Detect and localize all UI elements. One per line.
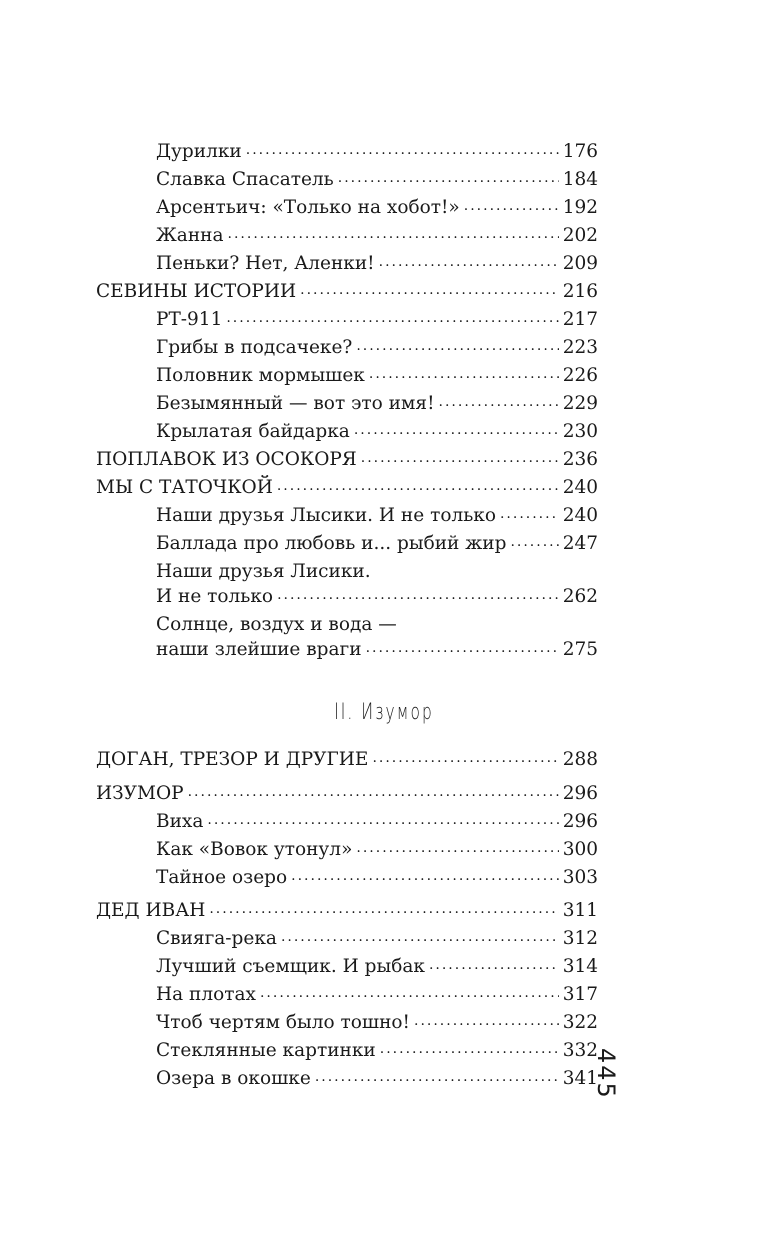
toc-entry-page: 240 [562, 477, 598, 498]
page-number: 445 [592, 1048, 620, 1100]
toc-entry-page: 209 [562, 253, 598, 274]
toc-entry [156, 390, 598, 418]
toc-entry-page: 230 [562, 421, 598, 442]
toc-entry-title: Тайное озеро [156, 867, 288, 888]
toc-entry [156, 306, 598, 334]
toc-entry [156, 418, 598, 446]
dot-leader [338, 167, 559, 186]
toc-entry-title: Грибы в подсачеке? [156, 337, 353, 358]
toc-chapter-title: СЕВИНЫ ИСТОРИИ [96, 281, 297, 302]
toc-entry-page: 184 [562, 169, 598, 190]
toc-chapter [96, 446, 598, 474]
dot-leader [379, 251, 559, 270]
toc-entry-title: Свияга-река [156, 928, 277, 949]
dot-leader [354, 419, 559, 438]
toc-entry-page: 176 [562, 141, 598, 162]
toc-entry-title: Крылатая байдарка [156, 421, 350, 442]
toc-chapter [96, 746, 598, 774]
dot-leader [281, 926, 559, 945]
toc-entry [156, 138, 598, 166]
toc-entry [156, 1009, 598, 1037]
dot-leader [500, 503, 559, 522]
toc-chapter-title: ДОГАН, ТРЕЗОР И ДРУГИЕ [96, 749, 369, 770]
toc-entry-page: 314 [562, 956, 598, 977]
toc-entry-title: Половник мормышек [156, 365, 365, 386]
dot-leader [315, 1066, 559, 1085]
dot-leader [356, 335, 558, 354]
toc-entry-page: 317 [562, 984, 598, 1005]
toc-entry-page: 192 [562, 197, 598, 218]
dot-leader [356, 837, 558, 856]
toc-entry [156, 1037, 598, 1065]
toc-entry-page: 296 [562, 783, 598, 804]
toc-entry-page: 236 [562, 449, 598, 470]
toc-chapter-title: МЫ С ТАТОЧКОЙ [96, 477, 273, 498]
dot-leader [209, 898, 558, 917]
toc-entry [156, 194, 598, 222]
dot-leader [226, 307, 558, 326]
toc-entry-title: Баллада про любовь и... рыбий жир [156, 533, 507, 554]
toc-entry-page: 217 [562, 309, 598, 330]
toc-entry-line1: Наши друзья Лисики. [156, 561, 371, 582]
toc-entry-page: 312 [562, 928, 598, 949]
dot-leader [510, 531, 558, 550]
toc-entry [156, 250, 598, 278]
toc-entry-page: 229 [562, 393, 598, 414]
toc-entry-title: Как «Вовок утонул» [156, 839, 353, 860]
toc-entry [156, 1065, 598, 1093]
toc-entry-title: Славка Спасатель [156, 169, 334, 190]
toc-entry-line1: Солнце, воздух и вода — [156, 614, 397, 635]
toc-chapter [96, 897, 598, 925]
toc-entry-title: Безымянный — вот это имя! [156, 393, 435, 414]
toc-entry-title: Наши друзья Лысики. И не только [156, 505, 496, 526]
toc-entry-title: Чтоб чертям было тошно! [156, 1012, 410, 1033]
dot-leader [369, 363, 559, 382]
toc-entry-title: Пеньки? Нет, Аленки! [156, 253, 375, 274]
toc-entry-page: 216 [562, 281, 598, 302]
dot-leader [380, 1038, 559, 1057]
dot-leader [277, 584, 559, 603]
toc-entry-title: наши злейшие враги [156, 639, 362, 660]
toc-chapter-title: ДЕД ИВАН [96, 900, 206, 921]
dot-leader [361, 447, 559, 466]
toc-entry-title: Озера в окошке [156, 1068, 311, 1089]
dot-leader [228, 223, 559, 242]
toc-entry [156, 981, 598, 1009]
toc-entry-page: 322 [562, 1012, 598, 1033]
section-title: II. Изумор [334, 700, 434, 725]
dot-leader [207, 809, 558, 828]
toc-entry-title: На плотах [156, 984, 256, 1005]
dot-leader [291, 865, 559, 884]
toc-entry [156, 362, 598, 390]
toc-entry [156, 334, 598, 362]
dot-leader [414, 1010, 559, 1029]
toc-entry-page: 332 [562, 1040, 598, 1061]
toc-entry [156, 583, 598, 611]
toc-entry [156, 953, 598, 981]
toc-entry-title: Стеклянные картинки [156, 1040, 376, 1061]
dot-leader [464, 195, 559, 214]
toc-entry-title: Лучший съемщик. И рыбак [156, 956, 425, 977]
toc-entry-page: 275 [562, 639, 598, 660]
toc-entry-title: Дурилки [156, 141, 242, 162]
toc-entry-page: 202 [562, 225, 598, 246]
toc-chapter-title: ПОПЛАВОК ИЗ ОСОКОРЯ [96, 449, 357, 470]
toc-entry [156, 166, 598, 194]
toc-entry-page: 240 [562, 505, 598, 526]
toc-chapter-title: ИЗУМОР [96, 783, 184, 804]
toc-entry-title: Жанна [156, 225, 224, 246]
toc-entry-title: РТ-911 [156, 309, 223, 330]
toc-chapter [96, 780, 598, 808]
toc-entry [156, 636, 598, 664]
toc-entry-page: 247 [562, 533, 598, 554]
toc-entry [156, 925, 598, 953]
toc-chapter [96, 278, 598, 306]
toc-entry-page: 262 [562, 586, 598, 607]
toc-entry-page: 288 [562, 749, 598, 770]
toc-entry [156, 808, 598, 836]
toc-entry-page: 226 [562, 365, 598, 386]
dot-leader [300, 279, 559, 298]
toc-entry-page: 341 [562, 1068, 598, 1089]
dot-leader [188, 781, 559, 800]
dot-leader [260, 982, 559, 1001]
toc-entry [156, 222, 598, 250]
toc-entry-page: 311 [562, 900, 598, 921]
toc-entry-page: 296 [562, 811, 598, 832]
dot-leader [366, 637, 559, 656]
toc-entry [156, 530, 598, 558]
toc-entry-page: 223 [562, 337, 598, 358]
dot-leader [429, 954, 559, 973]
toc-chapter [96, 474, 598, 502]
toc-entry-page: 300 [562, 839, 598, 860]
toc-entry-title: Виха [156, 811, 204, 832]
toc-entry [156, 836, 598, 864]
toc-entry [156, 502, 598, 530]
toc-entry-title: Арсентьич: «Только на хобот!» [156, 197, 460, 218]
dot-leader [439, 391, 559, 410]
dot-leader [372, 747, 558, 766]
dot-leader [277, 475, 559, 494]
toc-entry-page: 303 [562, 867, 598, 888]
dot-leader [246, 139, 559, 158]
toc-entry-title: И не только [156, 586, 274, 607]
toc-entry [156, 864, 598, 892]
